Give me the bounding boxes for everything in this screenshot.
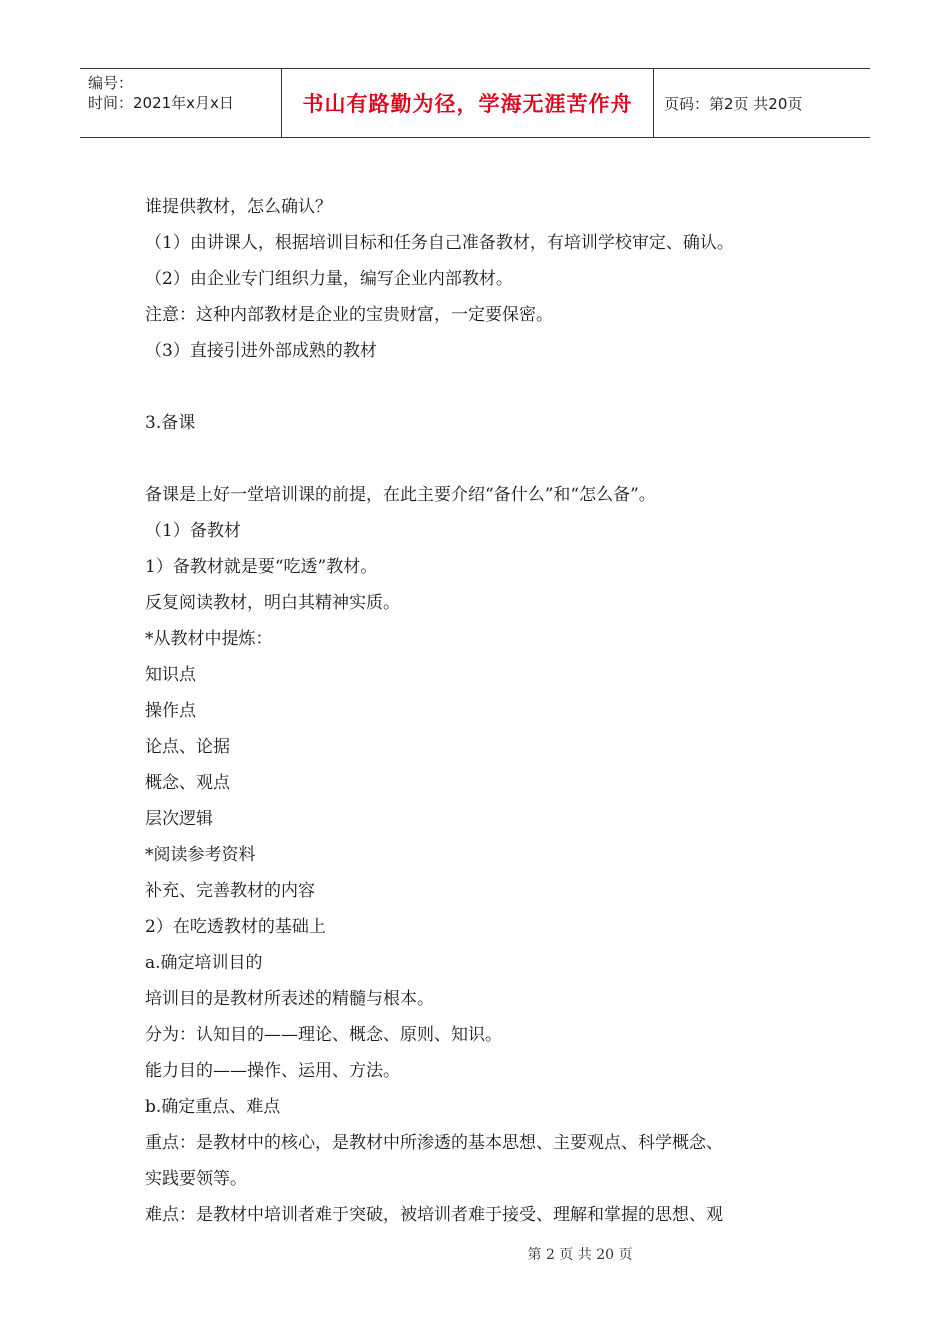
header-motto-cell: [282, 69, 654, 137]
body-line: *从教材中提炼：: [145, 629, 273, 649]
body-line: 谁提供教材，怎么确认？: [145, 197, 332, 217]
blank-line: [145, 369, 805, 405]
body-line: 论点、论据: [145, 737, 230, 757]
body-line: （1）由讲课人，根据培训目标和任务自己准备教材，有培训学校审定、确认。: [145, 233, 734, 253]
body-line: （3）直接引进外部成熟的教材: [145, 341, 377, 361]
body-line: 实践要领等。: [145, 1169, 247, 1189]
body-line: *阅读参考资料: [145, 845, 256, 865]
blank-line: [145, 441, 805, 477]
header-page-label: 页码：第2页 共20页: [664, 94, 803, 113]
number-label: 编号：: [88, 74, 134, 92]
document-header: [80, 68, 870, 138]
section-heading: 3.备课: [145, 413, 196, 433]
body-line: 备课是上好一堂培训课的前提，在此主要介绍“备什么”和“怎么备”。: [145, 485, 656, 505]
body-line: a.确定培训目的: [145, 953, 263, 973]
body-line: b.确定重点、难点: [145, 1097, 281, 1117]
body-line: 补充、完善教材的内容: [145, 881, 315, 901]
body-line: 难点：是教材中培训者难于突破，被培训者难于接受、理解和掌握的思想、观: [145, 1205, 723, 1225]
header-motto: 书山有路勤为径，学海无涯苦作舟: [302, 92, 633, 116]
body-line: 操作点: [145, 701, 196, 721]
body-line: 注意：这种内部教材是企业的宝贵财富，一定要保密。: [145, 305, 553, 325]
body-line: 1）备教材就是要“吃透”教材。: [145, 557, 378, 577]
body-line: 概念、观点: [145, 773, 230, 793]
document-body: [145, 189, 805, 1233]
body-line: 知识点: [145, 665, 196, 685]
header-meta: [80, 69, 282, 137]
body-line: 能力目的——操作、运用、方法。: [145, 1061, 400, 1081]
time-label: 时间：2021年x月x日: [88, 94, 234, 112]
footer-page-number: 第 2 页 共 20 页: [527, 1247, 633, 1263]
body-line: 层次逻辑: [145, 809, 213, 829]
body-line: 反复阅读教材，明白其精神实质。: [145, 593, 400, 613]
header-page-cell: [654, 69, 870, 137]
page-footer: [0, 1244, 950, 1264]
body-line: 2）在吃透教材的基础上: [145, 917, 326, 937]
body-line: 分为：认知目的——理论、概念、原则、知识。: [145, 1025, 502, 1045]
body-line: （2）由企业专门组织力量，编写企业内部教材。: [145, 269, 513, 289]
body-line: 重点：是教材中的核心，是教材中所渗透的基本思想、主要观点、科学概念、: [145, 1133, 723, 1153]
body-line: 培训目的是教材所表述的精髓与根本。: [145, 989, 434, 1009]
body-line: （1）备教材: [145, 521, 241, 541]
